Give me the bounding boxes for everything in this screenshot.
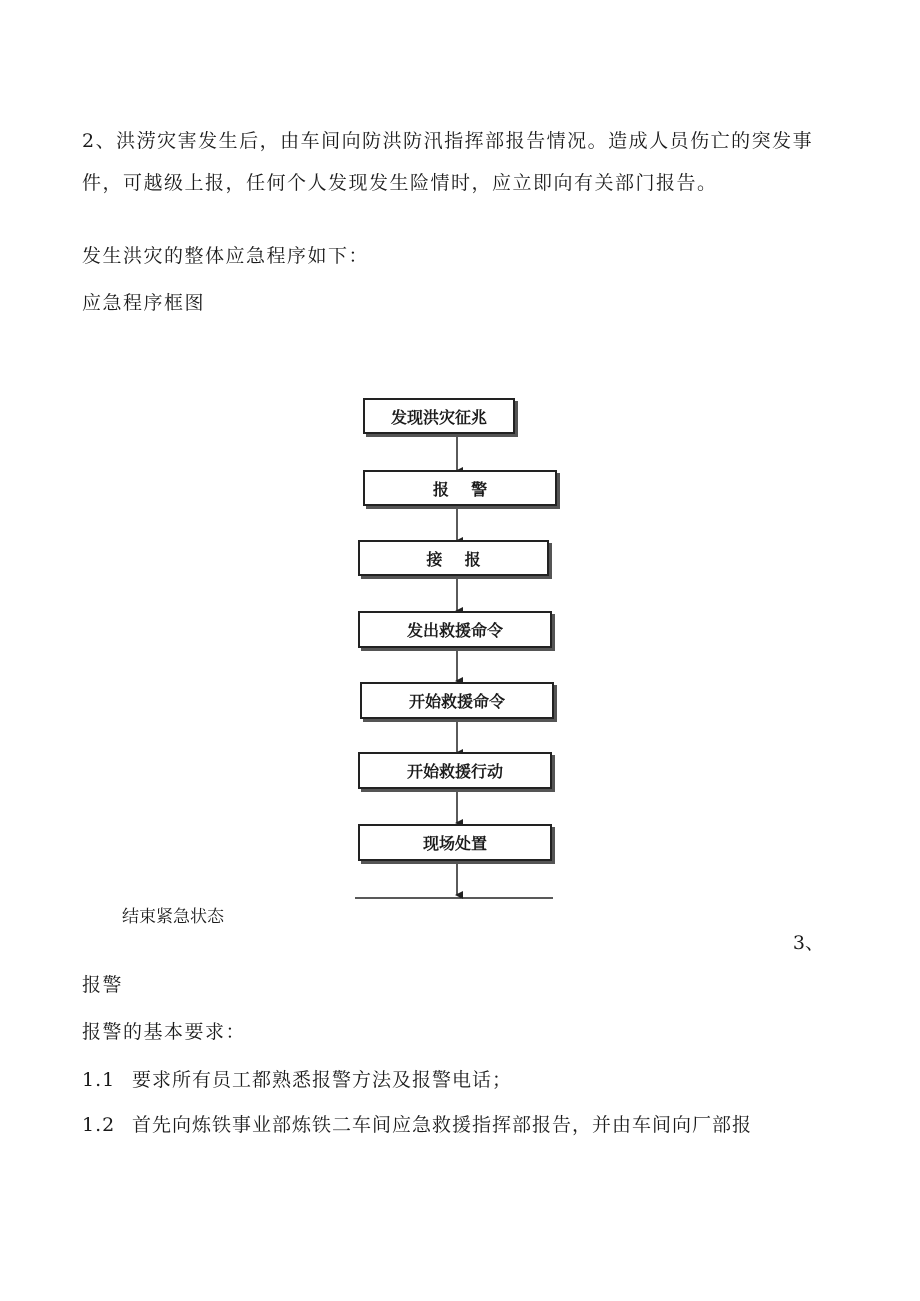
- flow-step-issue-order: 发出救援命令: [358, 611, 552, 648]
- emergency-flowchart: [355, 397, 565, 907]
- flow-step-start-order: 开始救援命令: [360, 682, 554, 719]
- flow-step-discover: 发现洪灾征兆: [363, 398, 515, 434]
- requirement-item: [82, 1066, 512, 1094]
- section-title: 报警: [82, 974, 124, 996]
- requirement-text: 首先向炼铁事业部炼铁二车间应急救援指挥部报告，并由车间向厂部报: [132, 1114, 753, 1136]
- flow-step-alarm: 报 警: [363, 470, 557, 506]
- flow-step-receive: 接 报: [358, 540, 549, 576]
- requirement-number: 1.1: [82, 1069, 116, 1091]
- flow-step-on-site: 现场处置: [358, 824, 552, 861]
- requirement-number: 1.2: [82, 1114, 116, 1136]
- requirements-heading: 报警的基本要求：: [82, 1021, 247, 1043]
- diagram-title: 应急程序框图: [82, 292, 206, 314]
- overall-procedure-text: 发生洪灾的整体应急程序如下：: [82, 245, 370, 267]
- flow-step-start-action: 开始救援行动: [358, 752, 552, 789]
- requirement-item: [82, 1111, 752, 1139]
- section-number: 3、: [792, 932, 824, 954]
- intro-paragraph: 2、洪涝灾害发生后，由车间向防洪防汛指挥部报告情况。造成人员伤亡的突发事件，可越级上报，任何个人发现发生险情时，应立即向有关部门报告。: [82, 130, 814, 194]
- requirement-text: 要求所有员工都熟悉报警方法及报警电话；: [132, 1069, 513, 1091]
- flow-end-label: 结束紧急状态: [122, 907, 224, 927]
